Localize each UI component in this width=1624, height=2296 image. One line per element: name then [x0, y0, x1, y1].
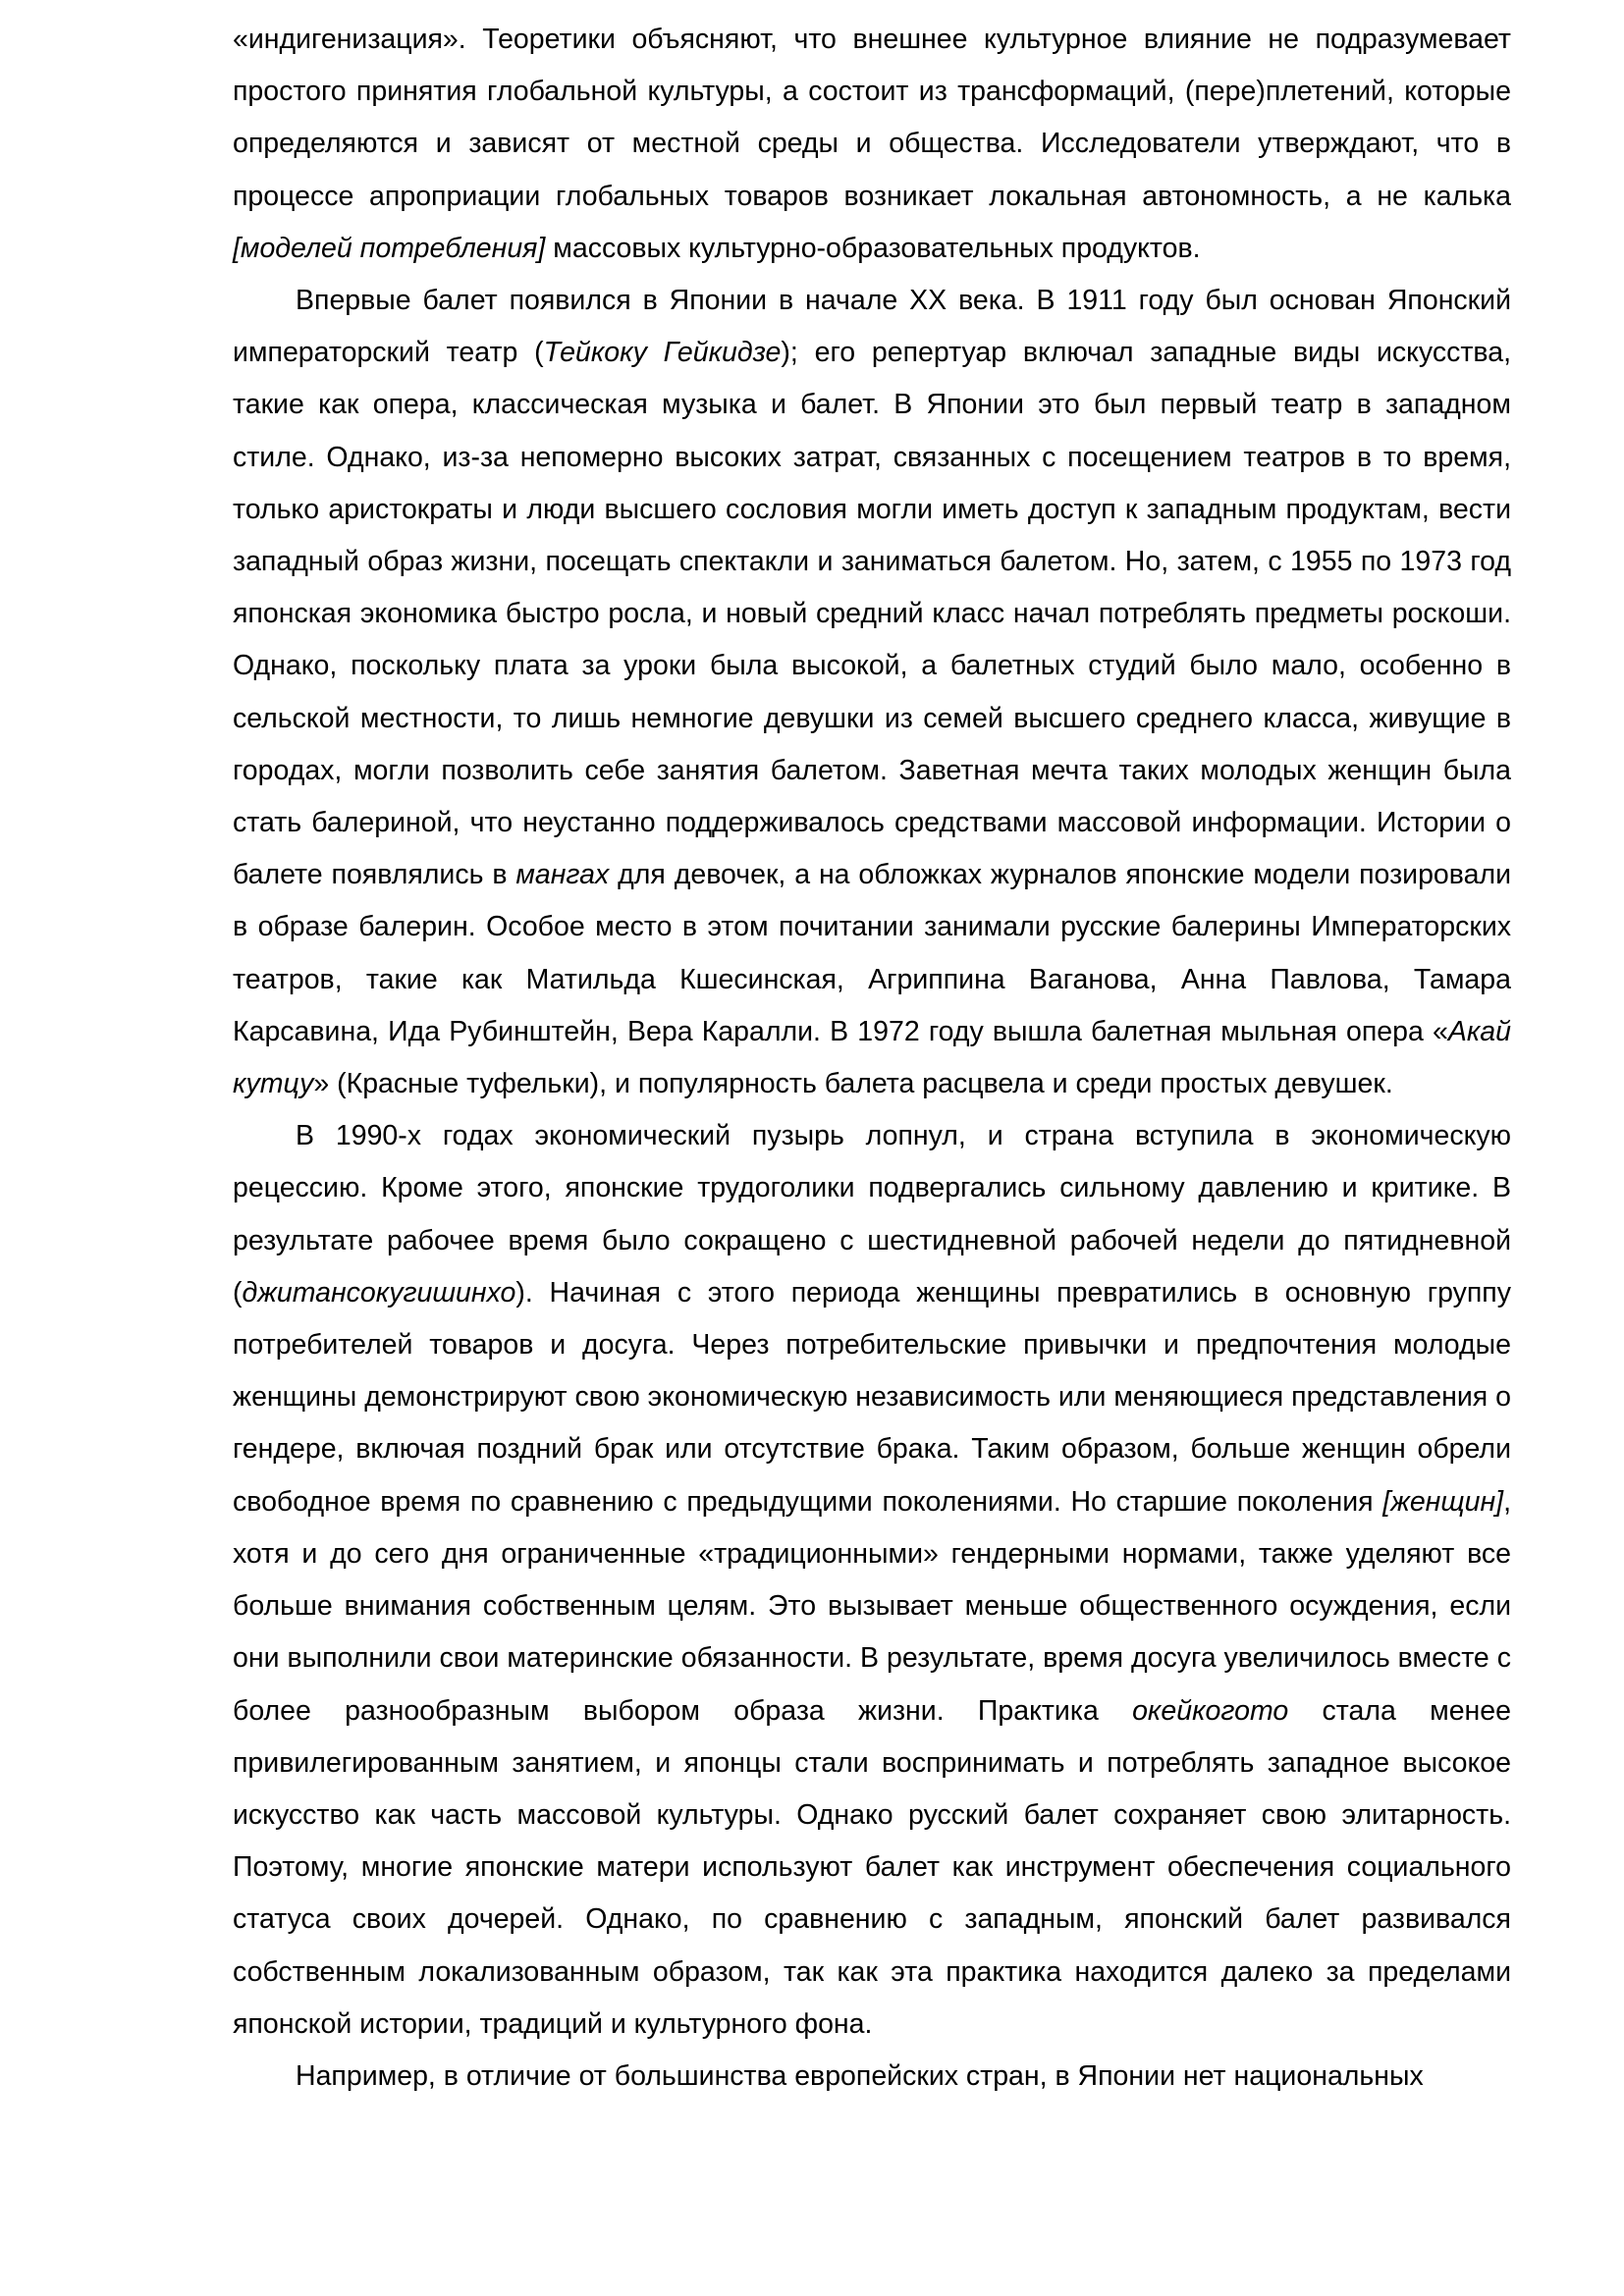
paragraph-3-italic-women: [женщин]	[1382, 1485, 1504, 1518]
paragraph-2-text-2: ); его репертуар включал западные виды искусства, такие как опера, классическая музыка и балет. В Японии это был первый театр в западном стиле. Однако, из-за непомерно высоких затрат, связанных с посещением театров в то время, только аристократы и люди высшего сословия могли иметь доступ к западным продуктам, вести западный образ жизни, посещать спектакли и заниматься балетом. Но, затем, с 1955 по 1973 год японская экономика быстро росла, и новый средний класс начал потреблять предметы роскоши. Однако, поскольку плата за уроки была высокой, а балетных студий было мало, особенно в сельской местности, то лишь немногие девушки из семей высшего среднего класса, живущие в городах, могли позволить себе занятия балетом. Заветная мечта таких молодых женщин была стать балериной, что неустанно поддерживалось средствами массовой информации. Истории о балете появлялись в	[233, 337, 1511, 891]
paragraph-3	[233, 1110, 1511, 2051]
paragraph-3-text-4: стала менее привилегированным занятием, и японцы стали воспринимать и потреблять западное высокое искусство как часть массовой культуры. Однако русский балет сохраняет свою элитарность. Поэтому, многие японские матери используют балет как инструмент обеспечения социального статуса своих дочерей. Однако, по сравнению с западным, японский балет развивался собственным локализованным образом, так как эта практика находится далеко за пределами японской истории, традиций и культурного фона.	[233, 1694, 1511, 2040]
paragraph-2-italic-manga: мангах	[515, 859, 610, 891]
paragraph-3-text-2: ). Начиная с этого периода женщины превратились в основную группу потребителей товаров и досуга. Через потребительские привычки и предпочтения молодые женщины демонстрируют свою экономическую независимость или меняющиеся представления о гендере, включая поздний брак или отсутствие брака. Таким образом, больше женщин обрели свободное время по сравнению с предыдущими поколениями. Но старшие поколения	[233, 1276, 1511, 1518]
paragraph-2-text-1: Впервые балет появился в Японии в начале XX века. В 1911 году был основан Японский императорский театр (	[233, 285, 1511, 369]
document-page	[233, 14, 1511, 2103]
paragraph-3-italic-jitan: джитансокугишинхо	[242, 1276, 516, 1308]
paragraph-1	[233, 14, 1511, 275]
paragraph-2-text-4: » (Красные туфельки), и популярность балета расцвела и среди простых девушек.	[313, 1068, 1393, 1100]
paragraph-2	[233, 275, 1511, 1110]
paragraph-2-italic-teikoku: Тейкоку Гейкидзе	[543, 337, 782, 369]
paragraph-3-text-3: , хотя и до сего дня ограниченные «традиционными» гендерными нормами, также уделяют все больше внимания собственным целям. Это вызывает меньше общественного осуждения, если они выполнили свои материнские обязанности. В результате, время досуга увеличилось вместе с более разнообразным выбором образа жизни. Практика	[233, 1485, 1511, 1727]
paragraph-2-italic-akai-kutsu: Акай кутцу	[233, 1015, 1511, 1100]
paragraph-1-text: «индигенизация». Теоретики объясняют, что внешнее культурное влияние не подразумевает простого принятия глобальной культуры, а состоит из трансформаций, (пере)плетений, которые определяются и зависят от местной среды и общества. Исследователи утверждают, что в процессе апроприации глобальных товаров возникает локальная автономность, а не калька	[233, 24, 1511, 212]
paragraph-1-italic-models: [моделей потребления]	[233, 232, 546, 264]
paragraph-1-text-end: массовых культурно-образовательных продуктов.	[545, 232, 1201, 264]
paragraph-4	[233, 2051, 1511, 2103]
paragraph-3-italic-okeikogoto: окейкогото	[1132, 1694, 1289, 1727]
paragraph-2-text-3: для девочек, а на обложках журналов японские модели позировали в образе балерин. Особое место в этом почитании занимали русские балерины Императорских театров, такие как Матильда Кшесинская, Агриппина Ваганова, Анна Павлова, Тамара Карсавина, Ида Рубинштейн, Вера Каралли. В 1972 году вышла балетная мыльная опера «	[233, 859, 1511, 1047]
paragraph-3-text-1: В 1990-х годах экономический пузырь лопнул, и страна вступила в экономическую рецессию. Кроме этого, японские трудоголики подвергались сильному давлению и критике. В результате рабочее время было сокращено с шестидневной рабочей недели до пятидневной (	[233, 1120, 1511, 1308]
paragraph-4-text: Например, в отличие от большинства европейских стран, в Японии нет национальных	[296, 2059, 1424, 2092]
